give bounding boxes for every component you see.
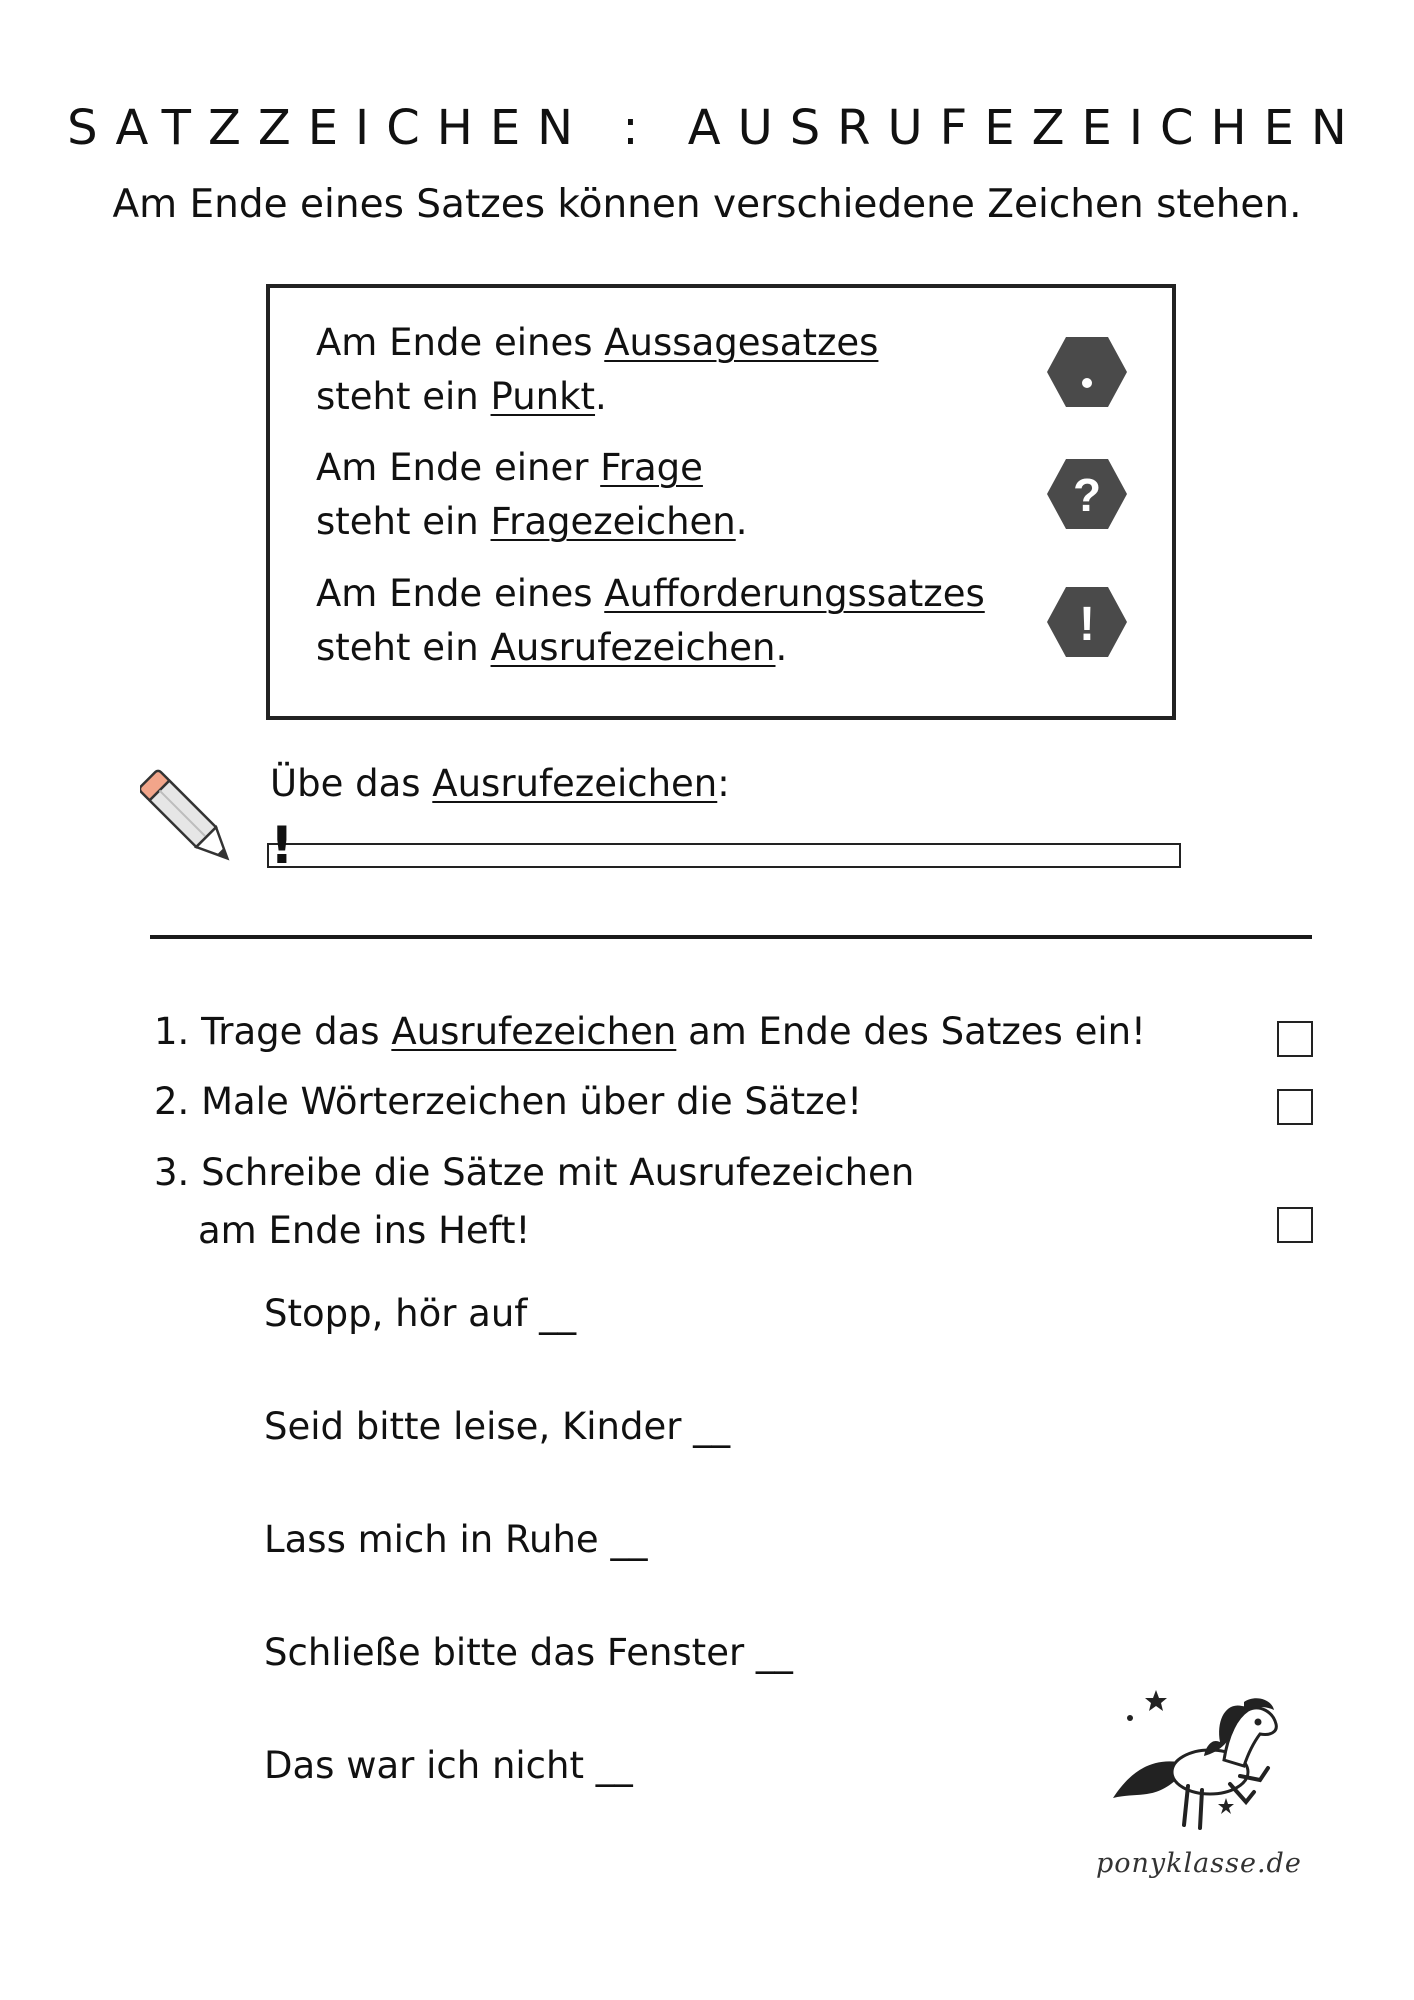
rule-1-line-1: Am Ende eines Aussagesatzes <box>316 321 879 364</box>
rule-1-line-2: steht ein Punkt. <box>316 375 607 418</box>
footer-brand[interactable]: ponyklasse.de <box>1096 1848 1302 1879</box>
practice-label: Übe das Ausrufezeichen: <box>270 762 730 805</box>
rule-2-term: Frage <box>600 446 703 489</box>
svg-text:?: ? <box>1072 469 1102 521</box>
task-3: 3. Schreibe die Sätze mit Ausrufezeichen <box>154 1151 915 1194</box>
pencil-icon <box>140 768 245 878</box>
task-3-line-2: am Ende ins Heft! <box>198 1209 531 1252</box>
page-subtitle: Am Ende eines Satzes können verschiedene Zeichen stehen. <box>112 182 1302 227</box>
rule-3-line-1: Am Ende eines Aufforderungssatzes <box>316 572 985 615</box>
task-1: 1. Trage das Ausrufezeichen am Ende des Satzes ein! <box>154 1010 1146 1053</box>
task-2: 2. Male Wörterzeichen über die Sätze! <box>154 1080 863 1123</box>
section-divider <box>150 935 1312 939</box>
practice-writing-line[interactable] <box>267 843 1181 868</box>
period-icon <box>1045 335 1129 409</box>
sentence-1: Stopp, hör auf __ <box>264 1292 577 1335</box>
sentence-3: Lass mich in Ruhe __ <box>264 1518 648 1561</box>
pony-logo <box>1108 1680 1298 1835</box>
rule-3-line-2: steht ein Ausrufezeichen. <box>316 626 788 669</box>
practice-sample-exclamation: ! <box>270 816 294 876</box>
question-mark-icon <box>1045 457 1129 531</box>
sentence-5: Das war ich nicht __ <box>264 1744 633 1787</box>
rule-3-sign: Ausrufezeichen <box>490 626 776 669</box>
sentence-4: Schließe bitte das Fenster __ <box>264 1631 793 1674</box>
exclamation-mark-icon <box>1045 585 1129 659</box>
rule-2-sign: Fragezeichen <box>490 500 736 543</box>
rule-1-sign: Punkt <box>490 375 596 418</box>
svg-text:!: ! <box>1079 598 1095 651</box>
task-3-checkbox[interactable] <box>1277 1207 1313 1243</box>
rule-2-line-2: steht ein Fragezeichen. <box>316 500 748 543</box>
rule-1-term: Aussagesatzes <box>604 321 879 364</box>
task-2-checkbox[interactable] <box>1277 1089 1313 1125</box>
task-1-checkbox[interactable] <box>1277 1021 1313 1057</box>
rule-3-term: Aufforderungssatzes <box>604 572 985 615</box>
page-title: SATZZEICHEN : AUSRUFEZEICHEN <box>67 100 1364 156</box>
rule-2-line-1: Am Ende einer Frage <box>316 446 703 489</box>
sentence-2: Seid bitte leise, Kinder __ <box>264 1405 731 1448</box>
